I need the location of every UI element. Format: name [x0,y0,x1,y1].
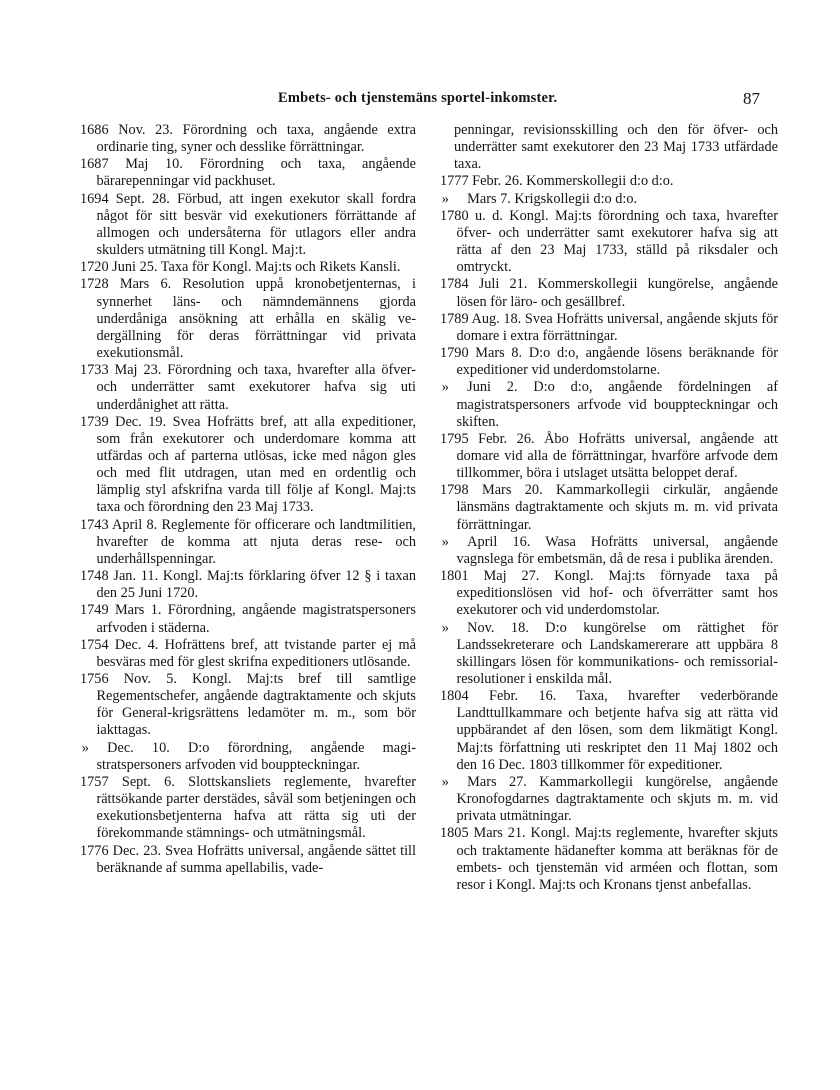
entry-text: 1739 Dec. 19. Svea Hofrätts bref, att alla expeditioner, som från exekutorer och underdomare komma att utfärdas och af parterna utlösas, icke med någon gles och med flit utdragen, utan med en ordentlig och lämplig styl afskrifna varda till följe af Kongl. Maj:ts taxa och förordning den 23 Maj 1733. [80,413,416,516]
entry-text: 1804 Febr. 16. Taxa, hvarefter vederbörande Landttullkammare och betjente hafva sig att rätta vid uppbärandet af den lösen, som dem likmätigt Kongl. Maj:ts författning uti reskriptet den 11 Maj 1802 och den 16 Dec. 1803 tillkommer för expeditioner. [440,688,778,773]
chronology-entry [440,208,778,277]
ditto-mark: » [441,190,449,207]
chronology-entry [80,774,416,843]
chronology-entry [80,602,416,636]
chronology-entry [80,156,416,190]
chronology-entry [80,259,416,276]
entry-text: 1757 Sept. 6. Slottskansliets reglemente, hvarefter rättsökande parter derstädes, såväl som betjeningen och exekutionsbetjenterna hafva att rätta sig uti der förekommande stämnings- och utmätningsmål. [80,773,416,842]
ditto-mark: » [441,619,449,636]
entry-text: 1776 Dec. 23. Svea Hofrätts universal, angående sättet till beräknande af summa apellabilis, vade- [80,842,416,876]
chronology-entry [440,774,778,825]
entry-text: Dec. 10. D:o förordning, angående magistratspersoners arfvoden vid bouppteckningar. [96,739,416,773]
entry-text: Nov. 18. D:o kungörelse om rättighet för Landssekreterare och Landskamererare att uppbära 8 skillingars lösen för kommunikations- och remissorial-resolutioner i enskilda mål. [456,619,778,687]
chronology-entry [440,191,778,208]
entry-text: 1720 Juni 25. Taxa för Kongl. Maj:ts och Rikets Kansli. [80,259,401,276]
chronology-entry [80,122,416,156]
entry-text: 1749 Mars 1. Förordning, angående magistratspersoners arfvoden i städerna. [80,602,416,636]
chronology-entry [440,311,778,345]
running-title: Embets- och tjenstemäns sportel-inkomster. [278,90,558,106]
entry-text: 1728 Mars 6. Resolution uppå kronobetjenternas, i synnerhet läns- och nämndemännens gjorda underdåniga ansökning att erhålla en skälig vedergällning för deras förrättningar vid privata exekutionsmål. [80,276,416,362]
chronology-entry [440,688,778,774]
entry-text: 1754 Dec. 4. Hofrättens bref, att tvistande parter ej må besväras med för glest skrifna expeditioners utlösande. [80,636,416,670]
entry-text: 1805 Mars 21. Kongl. Maj:ts reglemente, hvarefter skjuts och traktamente hädanefter komma att beräknas för de embets- och tjenstemän vid arméen och flottan, som resor i Kongl. Maj:ts och Kronans tjenst anbefallas. [440,825,778,893]
entry-text: 1748 Jan. 11. Kongl. Maj:ts förklaring öfver 12 § i taxan den 25 Juni 1720. [80,568,416,602]
chronology-entry [80,568,416,602]
entry-text: 1777 Febr. 26. Kommerskollegii d:o d:o. [440,173,674,190]
ditto-mark: » [441,773,449,790]
page-header [0,90,840,110]
chronology-entry [80,517,416,568]
chronology-entry [440,345,778,379]
chronology-entry [440,276,778,310]
ditto-mark: » [441,379,449,396]
chronology-entry [80,843,416,877]
entry-text: 1686 Nov. 23. Förordning och taxa, angående extra ordinarie ting, syner och desslike förrättningar. [80,122,416,156]
entry-text: 1801 Maj 27. Kongl. Maj:ts förnyade taxa på expeditionslösen vid hof- och öfverrätter samt hos exekutorer och vid underdomstolar. [440,568,778,619]
chronology-entry [440,173,778,190]
entry-text: 1780 u. d. Kongl. Maj:ts förordning och taxa, hvarefter öfver- och underrätter samt exekutorer hafva sig att rätta af den 23 Maj 1733, ställd på riksdaler och omtryckt. [440,207,778,276]
chronology-entry [80,276,416,362]
entry-text: Mars 7. Krigskollegii d:o d:o. [467,190,638,207]
chronology-entry [440,825,778,894]
chronology-entry [440,431,778,482]
right-column [440,122,778,894]
ditto-mark: » [81,739,89,756]
entry-text: 1795 Febr. 26. Åbo Hofrätts universal, angående att domare vid alla de förrättningar, hvarföre arfvode dem tillkommer, böra i utslaget utsätta beloppet deraf. [440,430,778,482]
entry-text: 1687 Maj 10. Förordning och taxa, angående bärarepenningar vid packhuset. [80,156,416,190]
chronology-entry [440,534,778,568]
chronology-entry [80,671,416,740]
entry-text: 1784 Juli 21. Kommerskollegii kungörelse, angående lösen för läro- och gesällbref. [440,276,778,310]
chronology-entry [440,482,778,533]
chronology-entry [440,379,778,430]
entry-text: Mars 27. Kammarkollegii kungörelse, angående Kronofogdarnes dagtraktamente och skjuts m. m. vid privata utmätningar. [456,773,778,825]
continuation-text [440,122,778,173]
chronology-entry [80,414,416,517]
left-column [80,122,416,877]
entry-text: 1743 April 8. Reglemente för officerare och landtmilitien, hvarefter de komma att njuta deras rese- och underhållspenningar. [80,516,416,567]
chronology-entry [440,620,778,689]
chronology-entry [80,362,416,413]
entry-text: 1694 Sept. 28. Förbud, att ingen exekutor skall fordra något för sitt besvär vid exekutioners förrättande af allmogen och undersåterna för utlagors eller andra skulders utmätning till Kongl. Maj:t. [80,190,416,259]
chronology-entry [80,740,416,774]
entry-text: 1790 Mars 8. D:o d:o, angående lösens beräknande för expeditioner vid underdomstolarne. [440,345,778,379]
entry-text: 1756 Nov. 5. Kongl. Maj:ts bref till samtlige Regementschefer, angående dagtraktamente och skjuts för General-krigsrättens ledamöter m. m., som bör iakttagas. [80,671,416,739]
chronology-entry [80,637,416,671]
page-number: 87 [743,89,760,108]
chronology-entry [440,568,778,619]
entry-text: Juni 2. D:o d:o, angående fördelningen af magistratspersoners arfvode vid bouppteckningar och skiften. [456,379,778,430]
entry-text: April 16. Wasa Hofrätts universal, angående vagnslega för embetsmän, då de resa i publika ärenden. [456,533,778,567]
ditto-mark: » [441,533,449,550]
entry-text: 1798 Mars 20. Kammarkollegii cirkulär, angående länsmäns dagtraktamente och skjuts m. m. vid privata förrättningar. [440,482,778,533]
entry-text: penningar, revisionsskilling och den för öfver- och underrätter samt exekutorer den 23 Maj 1733 utfärdade taxa. [454,122,778,173]
chronology-entry [80,191,416,260]
entry-text: 1733 Maj 23. Förordning och taxa, hvarefter alla öfver- och underrätter samt exekutorer hafva sig uti underdånighet att rätta. [80,362,416,413]
entry-text: 1789 Aug. 18. Svea Hofrätts universal, angående skjuts för domare i extra förrättningar. [440,310,778,344]
